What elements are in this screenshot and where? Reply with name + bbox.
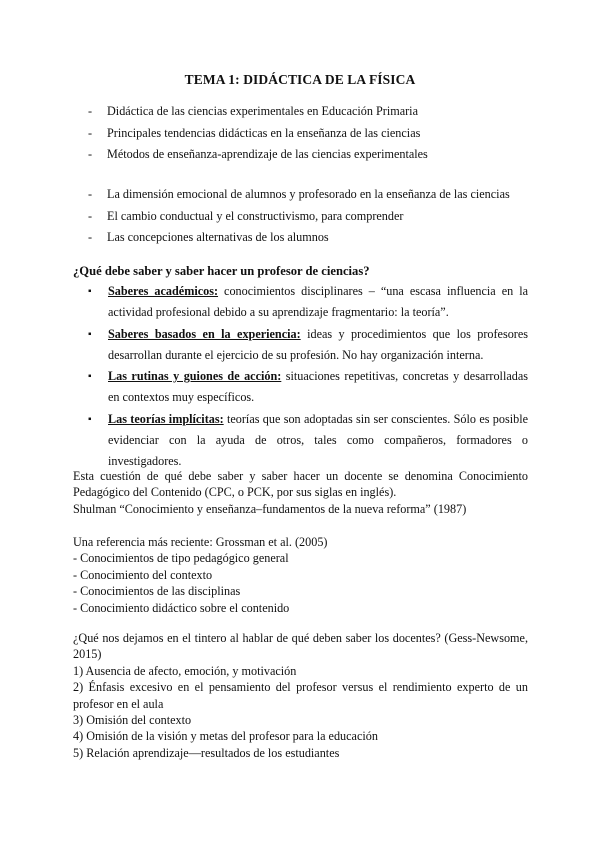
grossman-section <box>73 534 528 616</box>
list-item: 2) Énfasis excesivo en el pensamiento del profesor versus el rendimiento experto de un profesor en el aula <box>73 680 528 711</box>
list-item: 5) Relación aprendizaje—resultados de los estudiantes <box>73 745 340 760</box>
saber-term: Saberes basados en la experiencia: <box>108 326 301 341</box>
saberes-list <box>88 281 528 472</box>
square-bullet-icon: ▪ <box>88 413 92 425</box>
question-heading: ¿Qué debe saber y saber hacer un profesor de ciencias? <box>73 264 370 278</box>
list-item-text: Didáctica de las ciencias experimentales en Educación Primaria <box>107 104 418 118</box>
list-item: 3) Omisión del contexto <box>73 713 192 728</box>
square-bullet-icon: ▪ <box>88 286 92 297</box>
cpc-paragraph: Esta cuestión de qué debe saber y saber hacer un docente se denomina Conocimiento Pedagógico del Contenido (CPC, o PCK, por sus siglas en inglés). <box>73 469 528 500</box>
saber-item <box>88 281 528 323</box>
cpc-section <box>73 468 528 517</box>
list-item-text: Principales tendencias didácticas en la enseñanza de las ciencias <box>107 125 421 140</box>
list-item: - Conocimientos de las disciplinas <box>73 584 241 599</box>
saber-description: conocimientos disciplinares – “una escasa influencia en la actividad profesional debido a su aprendizaje fragmentario: la teoría”. <box>108 284 528 319</box>
list-item <box>88 123 548 145</box>
square-bullet-icon: ▪ <box>88 328 92 340</box>
page-title: TEMA 1: DIDÁCTICA DE LA FÍSICA <box>184 72 416 87</box>
saber-term: Las rutinas y guiones de acción: <box>108 369 282 383</box>
saber-item <box>88 324 528 366</box>
list-item: - Conocimiento didáctico sobre el contenido <box>73 600 290 615</box>
saber-item <box>88 366 528 408</box>
list-item-text: Métodos de enseñanza-aprendizaje de las ciencias experimentales <box>107 147 428 161</box>
grossman-intro: Una referencia más reciente: Grossman et al. (2005) <box>73 535 328 549</box>
saber-item <box>88 409 528 472</box>
list-item <box>88 144 548 166</box>
list-item <box>88 206 548 228</box>
dash-marker: - <box>88 147 93 161</box>
list-item-text: La dimensión emocional de alumnos y profesorado en la enseñanza de las ciencias <box>107 187 510 201</box>
gess-section <box>73 630 528 761</box>
gess-question: ¿Qué nos dejamos en el tintero al hablar de qué deben saber los docentes? (Gess-Newsome, 2015) <box>73 631 528 662</box>
list-item <box>88 227 548 249</box>
list-item <box>88 184 548 206</box>
saber-description: situaciones repetitivas, concretas y desarrolladas en contextos muy específicos. <box>108 369 528 404</box>
dash-marker: - <box>88 104 93 118</box>
list-item <box>88 101 548 123</box>
saber-term: Las teorías implícitas: <box>108 411 224 426</box>
list-item: - Conocimiento del contexto <box>73 567 213 582</box>
list-item: - Conocimientos de tipo pedagógico general <box>73 551 289 566</box>
saber-description: ideas y procedimientos que los profesores desarrollan durante el ejercicio de su profesión. No hay organización interna. <box>108 326 528 362</box>
dash-marker: - <box>88 230 93 244</box>
list-item: 1) Ausencia de afecto, emoción, y motivación <box>73 663 297 678</box>
list-item: 4) Omisión de la visión y metas del profesor para la educación <box>73 729 378 744</box>
list-item-text: Las concepciones alternativas de los alumnos <box>107 230 329 244</box>
topic-list-b <box>88 184 548 249</box>
dash-marker: - <box>88 187 93 201</box>
saber-term: Saberes académicos: <box>108 284 219 298</box>
shulman-reference: Shulman “Conocimiento y enseñanza–fundamentos de la nueva reforma” (1987) <box>73 501 467 516</box>
list-item-text: El cambio conductual y el constructivismo, para comprender <box>107 208 404 223</box>
square-bullet-icon: ▪ <box>88 371 92 382</box>
topic-list-a <box>88 101 548 166</box>
saber-description: teorías que son adoptadas sin ser conscientes. Sólo es posible evidenciar con la ayuda de otros, tales como compañeros, formadores o investigadores. <box>108 411 528 468</box>
dash-marker: - <box>88 125 93 140</box>
dash-marker: - <box>88 208 93 223</box>
